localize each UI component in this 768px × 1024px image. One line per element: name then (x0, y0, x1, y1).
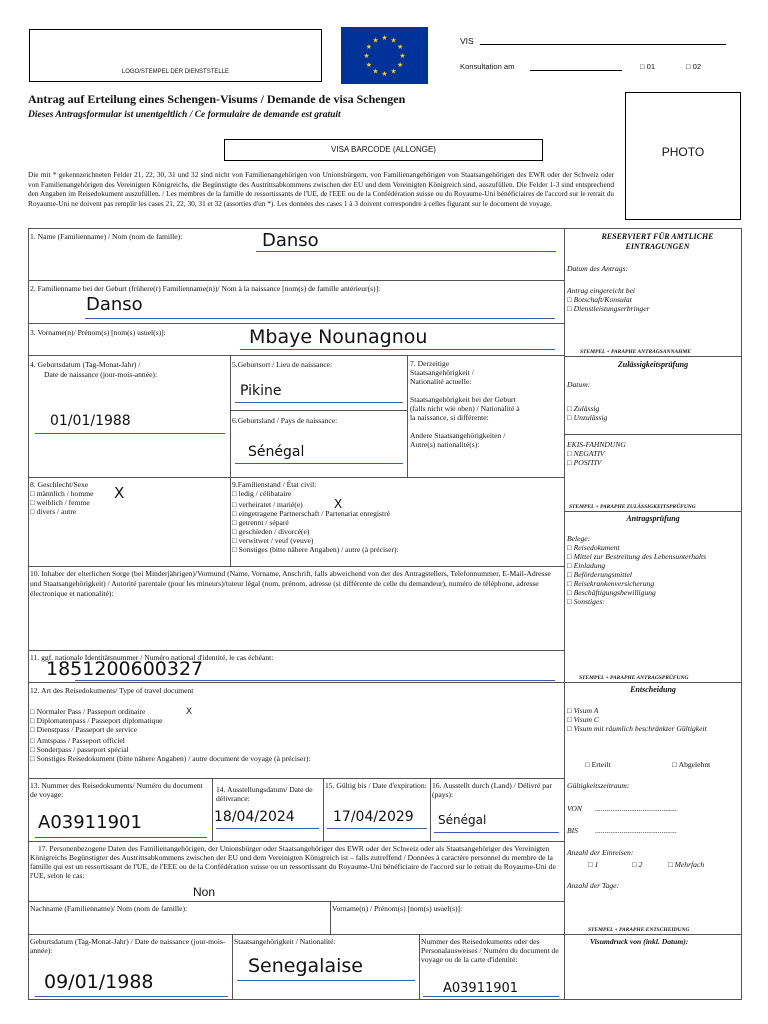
entries-opt-multi[interactable]: □ Mehrfach (668, 860, 704, 869)
field6-value[interactable]: Sénégal (248, 444, 305, 460)
doc-type-opt-4[interactable]: □ Sonderpass / passeport spécial (30, 745, 311, 754)
field14-label: 14. Ausstellungsdatum/ Date de délivrance: (216, 785, 313, 803)
reserved-title: RESERVIERT FÜR AMTLICHE EINTRAGUNGEN (601, 232, 714, 251)
doc-type-opt-3[interactable]: □ Amtspass / Passeport officiel (30, 736, 311, 745)
marital-opt-5[interactable]: □ verwitwet / veuf (veuve) (232, 536, 399, 545)
field17-name-label: Nachname (Familienname)/ Nom (nom de famille): (30, 904, 188, 913)
field17-nat-label: Staatsangehörigkeit / Nationalité: (234, 937, 336, 946)
vis-label: VIS (460, 36, 474, 46)
photo-label: PHOTO (661, 145, 705, 159)
eu-star-icon: ★ (365, 61, 373, 69)
logo-stamp-box (29, 29, 322, 82)
field10-label: 10. Inhaber der elterlichen Sorge (bei Minderjährigen)/Vormund (Name, Vorname, Anschrift, falls abweichend von der des Antragstellers, Telefonnummer, E-Mail-Adresse und Staatsangehörigkeit) / Autorité parentale (pour les mineurs)/tuteur légal (nom, prénom, adresse (si différente de celle du demandeur), numéro de téléphone, adresse électronique et nationalité): (30, 569, 551, 598)
belege-opt-0[interactable]: □ Reisedokument (567, 543, 739, 552)
admissibility-options (567, 404, 607, 422)
field16-label: 16. Ausstellt durch (Land) / Délivré par (pays): (432, 781, 552, 799)
field12-options (30, 707, 311, 763)
vis-line (480, 44, 726, 45)
field4-label2: Date de naissance (jour-mois-année): (44, 370, 158, 379)
field11-value[interactable]: 1851200600327 (46, 658, 204, 680)
admissibility-title: Zulässigkeitsprüfung (617, 360, 689, 369)
inadmissible-option[interactable]: □ Unzulässig (567, 413, 607, 422)
ekis-negative-option[interactable]: □ NEGATIV (567, 449, 626, 458)
field17-nat-value[interactable]: Senegalaise (248, 955, 363, 977)
doc-type-opt-1[interactable]: □ Diplomatenpass / Passeport diplomatique (30, 716, 311, 725)
doc-type-check-mark: X (186, 706, 193, 716)
field11-label: 11. ggf. nationale Identitätsnummer / Numéro national d'identité, le cas échéant: (30, 653, 274, 662)
field17-dob-value[interactable]: 09/01/1988 (44, 971, 154, 993)
barcode-label: VISA BARCODE (ALLONGE) (331, 145, 436, 154)
field6-label: 6.Geburtsland / Pays de naissance: (232, 416, 338, 425)
bis-label: BIS (567, 826, 578, 835)
stamp-admissibility: STEMPEL + PARAPHE ZULÄSSIGKEITSPRÜFUNG (569, 504, 696, 510)
review-title: Antragsprüfung (626, 514, 680, 523)
entries-label: Anzahl der Einreisen: (567, 848, 634, 857)
field14-value[interactable]: 18/04/2024 (214, 809, 295, 825)
eu-star-icon: ★ (381, 70, 388, 78)
refused-option[interactable]: □ Abgelehnt (672, 760, 710, 769)
intro-text: Die mit * gekennzeichneten Felder 21, 22, 30, 31 und 32 sind nicht von Familienangehörigen von Unionsbürgern, von Familienangehörigen von Staatsangehörigen des EWR oder der Schweiz oder von Familienangehörigen des Vereinigten Königreichs, die Begünstigte des Austrittsabkommens zwischen der EU und dem Vereinigten Königreich sind, auszufüllen. Die Felder 1-3 sind entsprechend den Angaben im Reisedokument auszufüllen. / Les membres de la famille de ressortissants de l'UE, de l'EEE ou de la Confédération suisse ou du Royaume-Uni bénéficiaires de l'accord sur le retrait du Royaume-Uni ne doivent pas remplir les cases 21, 22, 30, 31 et 32 (assorties d'un *). Les données des cases 1 à 3 doivent correspondre à celles figurant sur le document de voyage. (28, 170, 614, 208)
marital-opt-0[interactable]: □ ledig / célibataire (232, 489, 399, 498)
sex-check-mark: X (114, 484, 125, 502)
consultation-label: Konsultation am (460, 62, 515, 71)
barcode-box (224, 139, 543, 161)
decision-title: Entscheidung (630, 685, 676, 694)
doc-type-opt-0[interactable]: □ Normaler Pass / Passeport ordinaire (30, 707, 311, 716)
field8: 8. Geschlecht/Sexe □ männlich / homme □ weiblich / femme □ divers / autre (30, 480, 94, 516)
granted-option[interactable]: □ Erteilt (585, 760, 611, 769)
belege-opt-6[interactable]: □ Sonstiges: (567, 597, 739, 606)
field9: 9.Familienstand / État civil: □ ledig / célibataire □ verheiratet / marié(e) □ eingetragene Partnerschaft / Partenariat enregistré □ getrennt / séparé □ geschieden / divorcé(e) □ verwitwet / veuf (veuve) □ Sonstiges (bitte nähere Angaben) / autre (à préciser): (232, 480, 399, 554)
field7-label: 7. Derzeitige Staatsangehörigkeit / Nationalité actuelle: Staatsangehörigkeit bei der Geburt (falls nicht wie oben) / Nationalité à la naissance, si différente: Andere Staatsangehörigkeiten / Autre(s) nationalité(s): (410, 359, 520, 449)
field15-value[interactable]: 17/04/2029 (333, 809, 414, 825)
belege-opt-4[interactable]: □ Reisekrankenversicherung (567, 579, 739, 588)
logo-caption: LOGO/STEMPEL DER DIENSTSTELLE (121, 69, 230, 75)
marital-opt-3[interactable]: □ getrennt / séparé (232, 518, 399, 527)
field13-label: 13. Nummer des Reisedokuments/ Numéro du document de voyage: (30, 781, 203, 799)
eu-star-icon: ★ (390, 67, 397, 76)
field1-value[interactable]: Danso (262, 230, 319, 251)
belege-opt-2[interactable]: □ Einladung (567, 561, 739, 570)
marital-opt-2[interactable]: □ eingetragene Partnerschaft / Partenariat enregistré (232, 509, 399, 518)
days-label: Anzahl der Tage: (567, 881, 620, 890)
eu-star-icon: ★ (390, 36, 397, 45)
stamp-review: STEMPEL + PARAPHE ANTRAGSPRÜFUNG (579, 675, 689, 681)
consultation-02[interactable]: □ 02 (686, 62, 701, 71)
admissible-option[interactable]: □ Zulässig (567, 404, 607, 413)
eu-star-icon: ★ (372, 36, 379, 45)
marital-check-mark: X (334, 497, 343, 511)
belege-opt-1[interactable]: □ Mittel zur Bestreitung des Lebensunterhalts (567, 552, 739, 561)
sidebar-divider (564, 228, 565, 1000)
sex-male-option[interactable]: □ männlich / homme (30, 489, 94, 498)
eu-flag (341, 27, 428, 84)
stamp-submission: STEMPEL + PARAPHE ANTRAGSANNAHME (580, 349, 691, 355)
field4-value[interactable]: 01/01/1988 (50, 413, 131, 429)
eu-star-icon: ★ (381, 34, 388, 42)
ekis-positive-option[interactable]: □ POSITIV (567, 458, 626, 467)
entries-opt-2[interactable]: □ 2 (632, 860, 642, 869)
validity-label: Gültigkeitszeitraum: (567, 781, 630, 790)
visa-a-option[interactable]: □ Visum A (567, 706, 739, 715)
sex-female-option[interactable]: □ weiblich / femme (30, 498, 94, 507)
marital-opt-6[interactable]: □ Sonstiges (bitte nähere Angaben) / autre (à préciser): (232, 545, 399, 554)
eu-star-icon: ★ (396, 61, 404, 69)
stamp-decision: STEMPEL + PARAPHE ENTSCHEIDUNG (588, 927, 690, 933)
submitted-embassy-option[interactable]: □ Botschaft/Konsulat (567, 295, 650, 304)
field17-doc-value[interactable]: A03911901 (443, 981, 519, 996)
field17-doc-label: Nummer des Reisedokuments oder des Personalausweises / Numéro du document de voyage ou de la carte d'identité: (421, 937, 559, 964)
photo-box (625, 92, 741, 220)
belege-section: Belege: □ Reisedokument □ Mittel zur Bestreitung des Lebensunterhalts □ Einladung □ Beförderungsmittel □ Reisekrankenversicherung □ Beschäftigungsbewilligung □ Sonstiges: (567, 534, 739, 606)
field13-value[interactable]: A03911901 (38, 812, 142, 833)
doc-type-opt-2[interactable]: □ Dienstpass / Passeport de service (30, 725, 311, 734)
eu-stars-icon (341, 27, 428, 84)
entries-opt-1[interactable]: □ 1 (588, 860, 598, 869)
field16-value[interactable]: Sénégal (438, 813, 487, 827)
field1-label: 1. Name (Familienname) / Nom (nom de famille): (30, 232, 183, 241)
visa-print-label: Visumdruck von (inkl. Datum): (590, 937, 689, 946)
visa-ltv-option[interactable]: □ Visum mit räumlich beschränkter Gültigkeit (567, 724, 739, 733)
field15-label: 15. Gültig bis / Date d'expiration: (325, 781, 427, 790)
field12-label: 12. Art des Reisedokuments/ Type of travel document (30, 686, 194, 695)
field4-label: 4. Geburtsdatum (Tag-Monat-Jahr) / (30, 360, 141, 369)
eu-star-icon: ★ (399, 52, 406, 60)
eu-star-icon: ★ (372, 67, 379, 76)
doc-type-opt-5[interactable]: □ Sonstiges Reisedokument (bitte nähere Angaben) / autre document de voyage (à préciser): (30, 754, 311, 763)
decision-options (567, 706, 739, 733)
sex-other-option[interactable]: □ divers / autre (30, 507, 94, 516)
admissibility-date-label: Datum: (567, 380, 591, 389)
field2-value[interactable]: Danso (86, 294, 143, 315)
belege-opt-5[interactable]: □ Beschäftigungsbewilligung (567, 588, 739, 597)
form-title: Antrag auf Erteilung eines Schengen-Visums / Demande de visa Schengen (28, 92, 406, 106)
eu-star-icon: ★ (396, 43, 404, 51)
form-subtitle: Dieses Antragsformular ist unentgeltlich / Ce formulaire de demande est gratuit (28, 110, 341, 120)
ekis-section: EKIS-FAHNDUNG □ NEGATIV □ POSITIV (567, 440, 626, 467)
field17-value[interactable]: Non (193, 885, 216, 899)
field5-label: 5.Geburtsort / Lieu de naissance: (232, 360, 333, 369)
field3-label: 3. Vorname(n)/ Prénom(s) [nom(s) usuel(s)]: (30, 328, 166, 337)
field17-label: 17. Personenbezogene Daten des Familienangehörigen, der Unionsbürger oder Staatsangehöriger des EWR oder der Schweiz oder als Staatsangehöriger des Vereinigten Königreichs Begünstigter des Austrittsabkommens zwischen der EU und dem Vereinigten Königreich ist – falls zutreffend / Données à caractère personnel du membre de la famille qui est un ressortissant de l'UE, de l'EEE ou de la Confédération suisse ou un ressortissant du Royaume-Uni bénéficiaire de l'accord sur le retrait du Royaume-Uni de l'UE, selon le cas: (30, 844, 556, 880)
marital-opt-4[interactable]: □ geschieden / divorcé(e) (232, 527, 399, 536)
eu-star-icon: ★ (363, 52, 370, 60)
field17-firstname-label: Vorname(n) / Prénom(s) [nom(s) usuel(s)]: (332, 904, 463, 913)
field3-value[interactable]: Mbaye Nounagnou (249, 326, 428, 348)
belege-opt-3[interactable]: □ Beförderungsmittel (567, 570, 739, 579)
field5-value[interactable]: Pikine (240, 383, 282, 399)
submitted-at: Antrag eingereicht bei □ Botschaft/Konsulat □ Dienstleistungserbringer (567, 286, 650, 313)
consultation-line[interactable] (530, 70, 622, 71)
visa-c-option[interactable]: □ Visum C (567, 715, 739, 724)
von-label: VON (567, 804, 582, 813)
submitted-service-option[interactable]: □ Dienstleistungserbringer (567, 304, 650, 313)
marital-opt-1[interactable]: □ verheiratet / marié(e) (232, 500, 399, 509)
bis-dots[interactable]: ........................................... (595, 826, 677, 835)
eu-star-icon: ★ (365, 43, 373, 51)
application-date-label: Datum des Antrags: (567, 264, 629, 273)
consultation-01[interactable]: □ 01 (640, 62, 655, 71)
field2-label: 2. Familienname bei der Geburt (frühere(r) Familienname(n))/ Nom à la naissance [nom(s) de famille antérieur(s)]: (30, 284, 381, 293)
field17-dob-label: Geburtsdatum (Tag-Monat-Jahr) / Date de naissance (jour-mois-année): (30, 937, 226, 955)
von-dots[interactable]: ........................................... (595, 804, 677, 813)
